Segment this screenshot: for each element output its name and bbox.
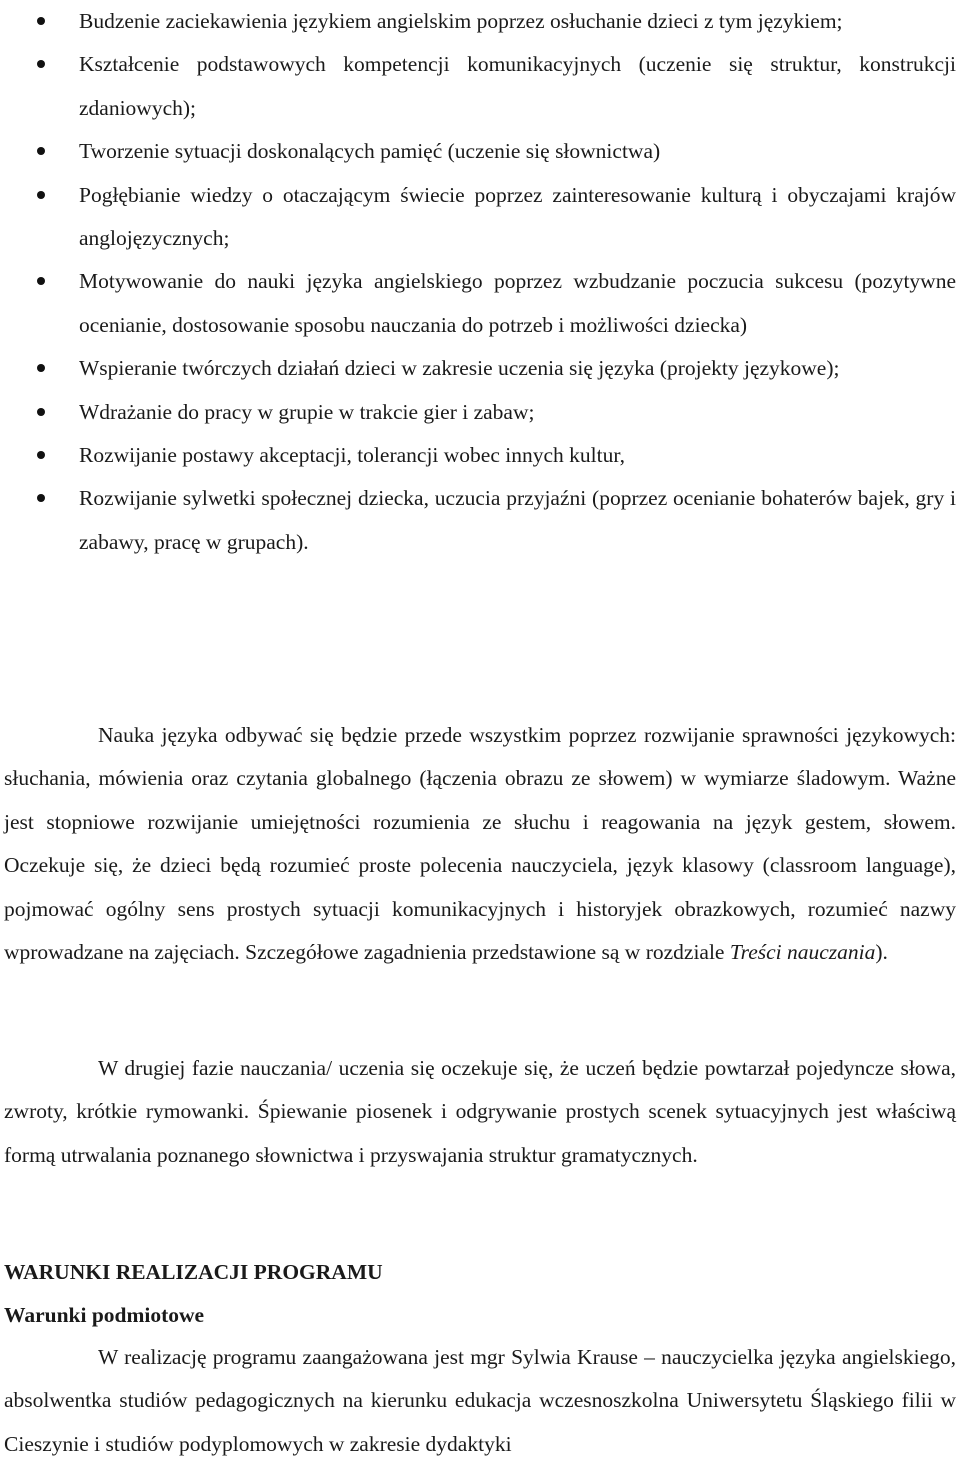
goals-bullet-list (0, 0, 960, 564)
list-item-text: Budzenie zaciekawienia językiem angielskim poprzez osłuchanie dzieci z tym językiem; (79, 9, 843, 33)
list-item-text: Rozwijanie sylwetki społecznej dziecka, uczucia przyjaźni (poprzez ocenianie bohaterów bajek, gry i zabawy, pracę w grupach). (79, 486, 956, 554)
list-item-text: Kształcenie podstawowych kompetencji komunikacyjnych (uczenie się struktur, konstrukcji zdaniowych); (79, 52, 956, 120)
list-item (0, 434, 960, 477)
list-item (0, 260, 960, 347)
list-item (0, 391, 960, 434)
bullet-icon (37, 494, 45, 502)
paragraph-text-end: ). (875, 940, 888, 965)
list-item-text: Motywowanie do nauki języka angielskiego poprzez wzbudzanie poczucia sukcesu (pozytywne ocenianie, dostosowanie sposobu nauczania do potrzeb i możliwości dziecka) (79, 269, 956, 337)
list-item (0, 477, 960, 564)
bullet-icon (37, 191, 45, 199)
section-heading: WARUNKI REALIZACJI PROGRAMU (4, 1260, 383, 1284)
list-item (0, 130, 960, 173)
bullet-icon (37, 277, 45, 285)
bullet-icon (37, 451, 45, 459)
bullet-icon (37, 17, 45, 25)
list-item (0, 43, 960, 130)
list-item-text: Tworzenie sytuacji doskonalących pamięć (uczenie się słownictwa) (79, 139, 661, 164)
list-item (0, 0, 960, 43)
paragraph-text: Nauka języka odbywać się będzie przede wszystkim poprzez rozwijanie sprawności językowych: słuchania, mówienia oraz czytania globalnego (łączenia obrazu ze słowem) w wymiarze śladowym. Ważne jest stopniowe rozwijanie umiejętności rozumienia ze słuchu i reagowania na język gestem, słowem. Oczekuje się, że dzieci będą rozumieć proste polecenia nauczyciela, język klasowy (classroom language), pojmować ogólny sens prostych sytuacji komunikacyjnych i historyjek obrazkowych, rozumieć nazwy wprowadzane na zajęciach. Szczegółowe zagadnienia przedstawione są w rozdziale (4, 723, 956, 965)
bullet-icon (37, 364, 45, 372)
list-item (0, 174, 960, 261)
list-item-text: Wdrażanie do pracy w grupie w trakcie gier i zabaw; (79, 399, 535, 424)
bullet-icon (37, 408, 45, 416)
bullet-icon (37, 60, 45, 68)
list-item-text: Rozwijanie postawy akceptacji, tolerancji wobec innych kultur, (79, 443, 626, 468)
list-item-text: Pogłębianie wiedzy o otaczającym świecie poprzez zainteresowanie kulturą i obyczajami krajów anglojęzycznych; (79, 182, 956, 251)
paragraph-second-phase: W drugiej fazie nauczania/ uczenia się oczekuje się, że uczeń będzie powtarzał pojedyncze słowa, zwroty, krótkie rymowanki. Śpiewanie piosenek i odgrywanie prostych scenek sytuacyjnych jest właściwą formą utrwalania poznanego słownictwa i przyswajania struktur gramatycznych. (4, 1056, 956, 1167)
bullet-icon (37, 147, 45, 155)
paragraph-language-skills (4, 714, 956, 974)
paragraph-teacher-info: W realizację programu zaangażowana jest mgr Sylwia Krause – nauczycielka języka angielskiego, absolwentka studiów pedagogicznych na kierunku edukacja wczesnoszkolna Uniwersytetu Śląskiego filii w Cieszynie i studiów podyplomowych w zakresie dydaktyki (4, 1345, 956, 1456)
subsection-heading: Warunki podmiotowe (4, 1303, 205, 1327)
list-item (0, 347, 960, 390)
chapter-reference: Treści nauczania (729, 940, 876, 965)
list-item-text: Wspieranie twórczych działań dzieci w zakresie uczenia się języka (projekty językowe); (79, 356, 840, 381)
